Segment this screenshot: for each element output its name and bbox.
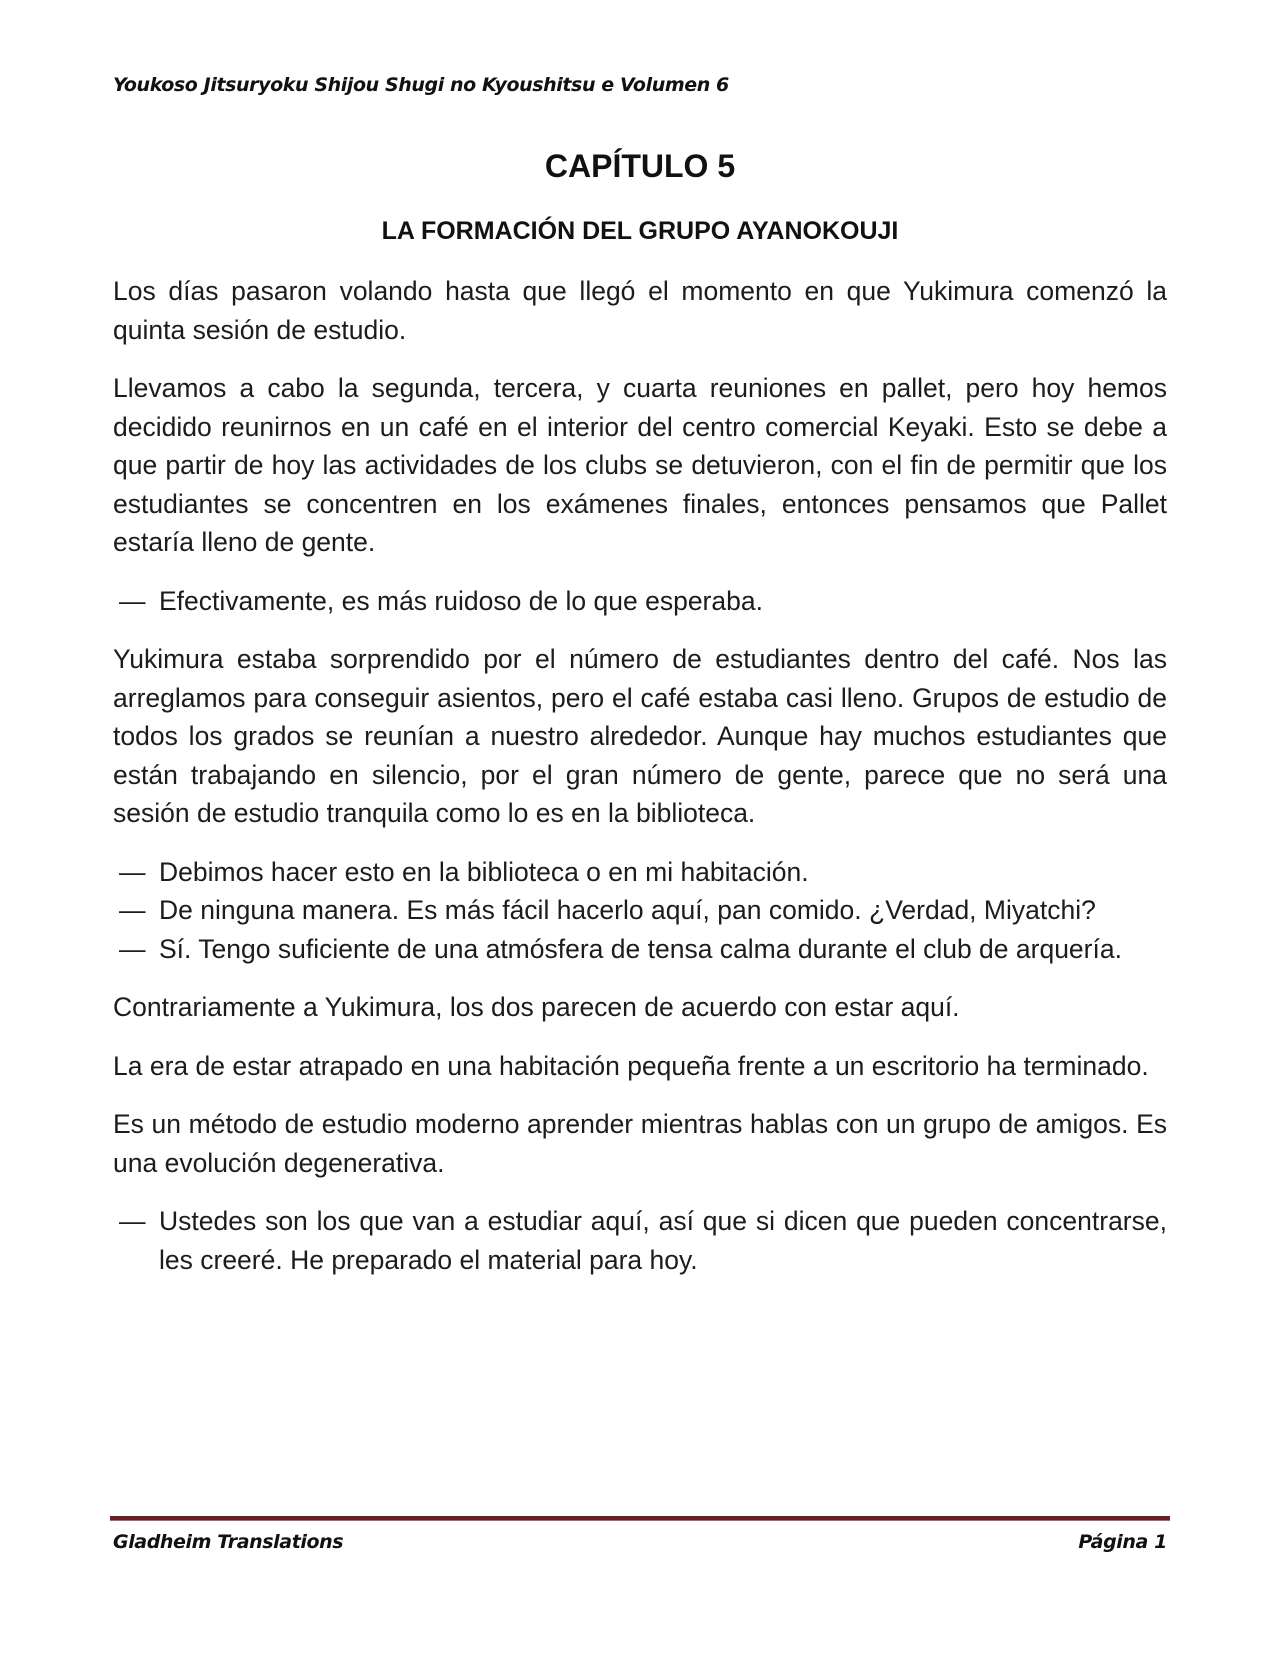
dialogue-dash: — (119, 585, 146, 616)
dialogue-text: Sí. Tengo suficiente de una atmósfera de tensa calma durante el club de arquería. (159, 933, 1122, 964)
dialogue-line-3 (113, 891, 1167, 930)
dialogue-dash: — (119, 933, 146, 964)
running-header: Youkoso Jitsuryoku Shijou Shugi no Kyoushitsu e Volumen 6 (113, 74, 729, 96)
paragraph-5: La era de estar atrapado en una habitación pequeña frente a un escritorio ha terminado. (113, 1050, 1149, 1081)
footer-rule (110, 1516, 1170, 1521)
body-text (113, 272, 1167, 1299)
chapter-number: CAPÍTULO 5 (544, 148, 736, 184)
dialogue-text: De ninguna manera. Es más fácil hacerlo aquí, pan comido. ¿Verdad, Miyatchi? (159, 895, 1096, 925)
footer-translator: Gladheim Translations (113, 1531, 344, 1553)
dialogue-group-3 (113, 1202, 1167, 1279)
paragraph-6: Es un método de estudio moderno aprender mientras hablas con un grupo de amigos. Es una evolución degenerativa. (113, 1109, 1167, 1178)
paragraph-3: Yukimura estaba sorprendido por el número de estudiantes dentro del café. Nos las arreglamos para conseguir asientos, pero el café estaba casi lleno. Grupos de estudio de todos los grados se reunían a nuestro alrededor. Aunque hay muchos estudiantes que están trabajando en silencio, por el gran número de gente, parece que no será una sesión de estudio tranquila como lo es en la biblioteca. (113, 644, 1167, 828)
paragraph-4: Contrariamente a Yukimura, los dos parecen de acuerdo con estar aquí. (113, 992, 960, 1022)
dialogue-text: Efectivamente, es más ruidoso de lo que esperaba. (159, 585, 763, 616)
dialogue-group-2 (113, 853, 1167, 969)
dialogue-line-1 (113, 582, 1167, 621)
dialogue-dash: — (119, 895, 146, 925)
dialogue-line-5 (113, 1202, 1167, 1279)
dialogue-text: Debimos hacer esto en la biblioteca o en mi habitación. (159, 856, 809, 887)
page-number: Página 1 (1078, 1531, 1167, 1553)
dialogue-dash: — (119, 856, 146, 887)
dialogue-line-4 (113, 930, 1167, 969)
dialogue-dash: — (119, 1206, 146, 1236)
paragraph-2: Llevamos a cabo la segunda, tercera, y cuarta reuniones en pallet, pero hoy hemos decidido reunirnos en un café en el interior del centro comercial Keyaki. Esto se debe a que partir de hoy las actividades de los clubs se detuvieron, con el fin de permitir que los estudiantes se concentren en los exámenes finales, entonces pensamos que Pallet estaría lleno de gente. (113, 373, 1167, 557)
chapter-title: LA FORMACIÓN DEL GRUPO AYANOKOUJI (381, 217, 899, 245)
dialogue-line-2 (113, 853, 1167, 892)
paragraph-1: Los días pasaron volando hasta que llegó el momento en que Yukimura comenzó la quinta sesión de estudio. (113, 276, 1167, 345)
dialogue-group-1 (113, 582, 1167, 621)
dialogue-text: Ustedes son los que van a estudiar aquí, así que si dicen que pueden concentrarse, les creeré. He preparado el material para hoy. (159, 1206, 1167, 1275)
